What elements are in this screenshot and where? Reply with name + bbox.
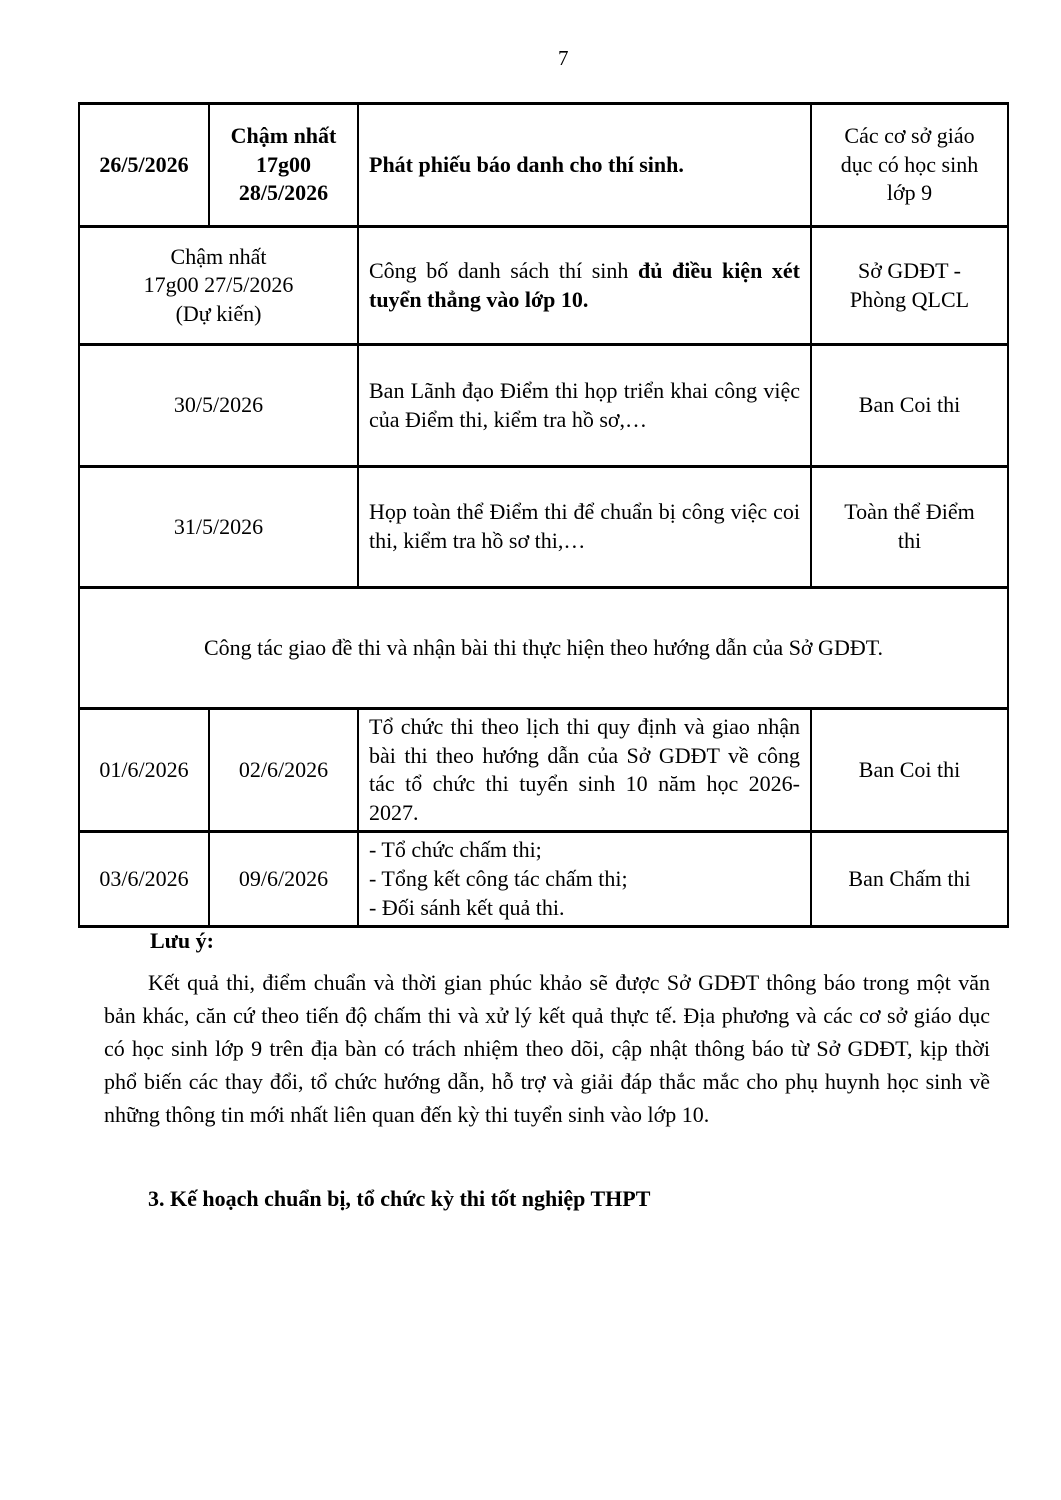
text-line: dục có học sinh	[840, 151, 979, 177]
table-row	[79, 709, 1008, 832]
cell-unit	[811, 104, 1008, 227]
cell-unit: Ban Coi thi	[811, 345, 1008, 467]
text-line: (Dự kiến)	[175, 300, 262, 326]
task-text: Công bố danh sách thí sinh	[369, 257, 638, 283]
text-line: Sở GDĐT -	[858, 257, 961, 283]
cell-unit	[811, 227, 1008, 345]
text-line: lớp 9	[886, 180, 933, 206]
cell-date-to: 09/6/2026	[209, 832, 358, 927]
table-row	[79, 588, 1008, 709]
cell-date-to: 02/6/2026	[209, 709, 358, 832]
cell-task: Ban Lãnh đạo Điểm thi họp triển khai công việc của Điểm thi, kiểm tra hồ sơ,…	[358, 345, 811, 467]
cell-task: Họp toàn thể Điểm thi để chuẩn bị công việc coi thi, kiểm tra hồ sơ thi,…	[358, 467, 811, 588]
cell-unit: Ban Coi thi	[811, 709, 1008, 832]
text-line: 17g00	[256, 151, 311, 177]
text-line: Chậm nhất	[170, 243, 267, 269]
exam-schedule-table	[78, 102, 1009, 928]
table-row	[79, 345, 1008, 467]
text-line: Phòng QLCL	[849, 286, 970, 312]
text-line: - Tổng kết công tác chấm thi;	[369, 865, 628, 891]
text-line: - Tổ chức chấm thi;	[369, 837, 542, 863]
cell-date: 31/5/2026	[79, 467, 358, 588]
note-paragraph: Kết quả thi, điểm chuẩn và thời gian phúc khảo sẽ được Sở GDĐT thông báo trong một văn bản khác, căn cứ theo tiến độ chấm thi và xử lý kết quả thực tế. Địa phương và các cơ sở giáo dục có học sinh lớp 9 trên địa bàn có trách nhiệm theo dõi, cập nhật thông báo từ Sở GDĐT, kịp thời phổ biến các thay đổi, tổ chức hướng dẫn, hỗ trợ và giải đáp thắc mắc cho phụ huynh học sinh về những thông tin mới nhất liên quan đến kỳ thi tuyển sinh vào lớp 10.	[104, 970, 990, 1127]
cell-task	[358, 227, 811, 345]
text-line: - Đối sánh kết quả thi.	[369, 894, 565, 920]
cell-date	[79, 227, 358, 345]
cell-deadline	[209, 104, 358, 227]
text-line: Chậm nhất	[230, 123, 337, 149]
text-line: thi	[897, 528, 922, 553]
page-number: 7	[558, 46, 569, 70]
cell-task	[358, 832, 811, 927]
cell-unit	[811, 467, 1008, 588]
note-label: Lưu ý:	[150, 928, 214, 953]
cell-date: 30/5/2026	[79, 345, 358, 467]
cell-task: Tổ chức thi theo lịch thi quy định và giao nhận bài thi theo hướng dẫn của Sở GDĐT về công tác tổ chức thi tuyển sinh 10 năm học 2026-2027.	[358, 709, 811, 832]
text-line: Toàn thể Điểm	[844, 499, 975, 525]
table-row	[79, 467, 1008, 588]
table-row	[79, 832, 1008, 927]
text-line: Các cơ sở giáo	[844, 123, 975, 149]
table-row	[79, 104, 1008, 227]
cell-task: Phát phiếu báo danh cho thí sinh.	[358, 104, 811, 227]
cell-date-from: 01/6/2026	[79, 709, 209, 832]
cell-note: Công tác giao đề thi và nhận bài thi thực hiện theo hướng dẫn của Sở GDĐT.	[79, 588, 1008, 709]
task-text-bold: đủ điều kiện xét tuyển thẳng vào lớp 10.	[369, 257, 800, 312]
section-3-heading: 3. Kế hoạch chuẩn bị, tổ chức kỳ thi tốt nghiệp THPT	[148, 1186, 651, 1211]
text-line: 17g00 27/5/2026	[143, 272, 294, 298]
table-row	[79, 227, 1008, 345]
cell-date: 26/5/2026	[79, 104, 209, 227]
cell-unit: Ban Chấm thi	[811, 832, 1008, 927]
text-line: 28/5/2026	[238, 180, 329, 206]
cell-date-from: 03/6/2026	[79, 832, 209, 927]
